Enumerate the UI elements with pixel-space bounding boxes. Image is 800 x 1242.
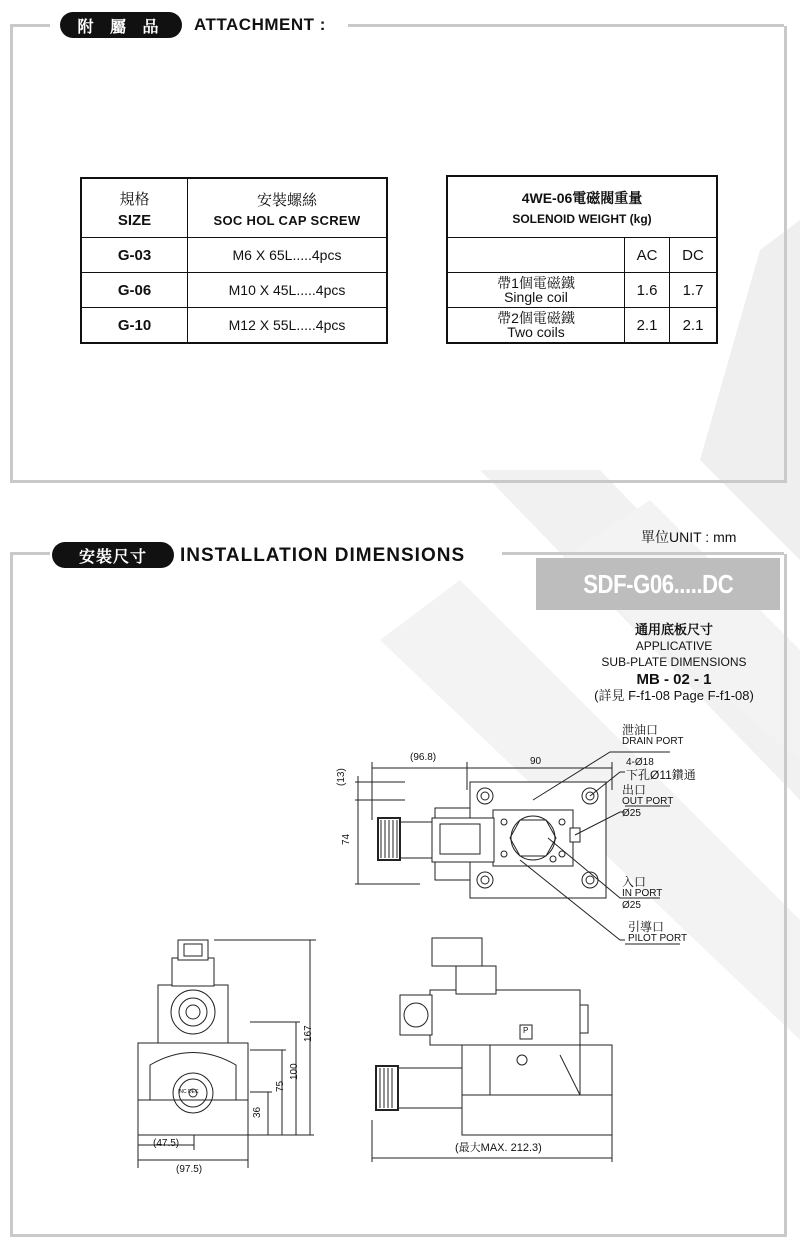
dim-97-5: (97.5) [176,1164,203,1175]
screw-header-cn: 安裝螺絲 [256,191,317,209]
weight-dc-value: 1.7 [670,273,718,308]
holes-label [626,756,696,782]
weight-title-en: SOLENOID WEIGHT (kg) [512,212,652,226]
screw-cell: M10 X 45L.....4pcs [188,273,388,308]
dim-75: 75 [275,1080,286,1092]
dim-100: 100 [289,1063,300,1080]
in-cn: 入口 [622,875,647,889]
subplate-model: MB - 02 - 1 [636,671,712,688]
weight-col-dc: DC [670,238,718,273]
size-cell: G-03 [81,238,188,273]
side-view-tag: P [523,1026,529,1035]
weight-ac-value: 2.1 [625,308,670,344]
dim-96-8: (96.8) [410,752,437,763]
attachment-title-cn: 附 屬 品 [77,18,165,36]
out-port-label [622,784,673,820]
weight-row-cn: 帶1個電磁鐵 [497,275,575,291]
dim-74: 74 [341,833,352,845]
installation-title-en: INSTALLATION DIMENSIONS [180,545,466,566]
screw-cell: M6 X 65L.....4pcs [188,238,388,273]
weight-row-cn: 帶2個電磁鐵 [497,310,575,326]
dim-167: 167 [303,1025,314,1042]
out-cn: 出口 [622,783,647,797]
dim-max: (最大MAX. 212.3) [455,1142,542,1154]
size-header-cn: 規格 [119,190,150,208]
weight-col-ac: AC [625,238,670,273]
unit-label: 單位UNIT : mm [641,529,737,545]
screw-cell: M12 X 55L.....4pcs [188,308,388,344]
subplate-en1: APPLICATIVE [635,639,713,653]
holes-spec: 4-Ø18 [626,757,654,768]
dim-13: (13) [336,768,347,786]
model-name: SDF-G06.....DC [582,568,733,599]
holes-drill: 下孔Ø11鑽通 [626,768,696,782]
size-header-en: SIZE [117,211,152,229]
weight-row-en: Two coils [507,324,565,340]
pilot-cn: 引導口 [628,920,665,934]
in-en: IN PORT [622,888,663,899]
in-port-label [622,876,662,912]
dim-90: 90 [530,756,542,767]
installation-title-cn: 安裝尺寸 [78,548,147,566]
subplate-en2: SUB-PLATE DIMENSIONS [601,655,747,669]
subplate-ref: (詳見 F-f1-08 Page F-f1-08) [594,688,754,703]
pilot-en: PILOT PORT [628,933,688,944]
dim-36: 36 [252,1106,263,1118]
drain-cn: 泄油口 [622,723,659,737]
drain-en: DRAIN PORT [622,736,684,747]
front-view-drawing [138,940,316,1168]
side-view-drawing [372,938,612,1162]
in-diameter: Ø25 [622,900,641,911]
out-en: OUT PORT [622,796,674,807]
out-diameter: Ø25 [622,808,641,819]
subplate-cn: 通用底板尺寸 [634,622,713,637]
weight-dc-value: 2.1 [670,308,718,344]
pilot-port-label [628,921,687,945]
attachment-title-en: ATTACHMENT : [194,15,326,34]
weight-row-en: Single coil [504,289,568,305]
weight-ac-value: 1.6 [625,273,670,308]
screw-header-en: SOC HOL CAP SCREW [213,212,361,228]
drain-port-label [622,724,684,748]
weight-title-cn: 4WE-06電磁閥重量 [521,190,643,206]
size-cell: G-10 [81,308,188,344]
size-cell: G-06 [81,273,188,308]
knob-label: INC DEC [178,1089,199,1095]
dim-47-5: (47.5) [153,1138,180,1149]
